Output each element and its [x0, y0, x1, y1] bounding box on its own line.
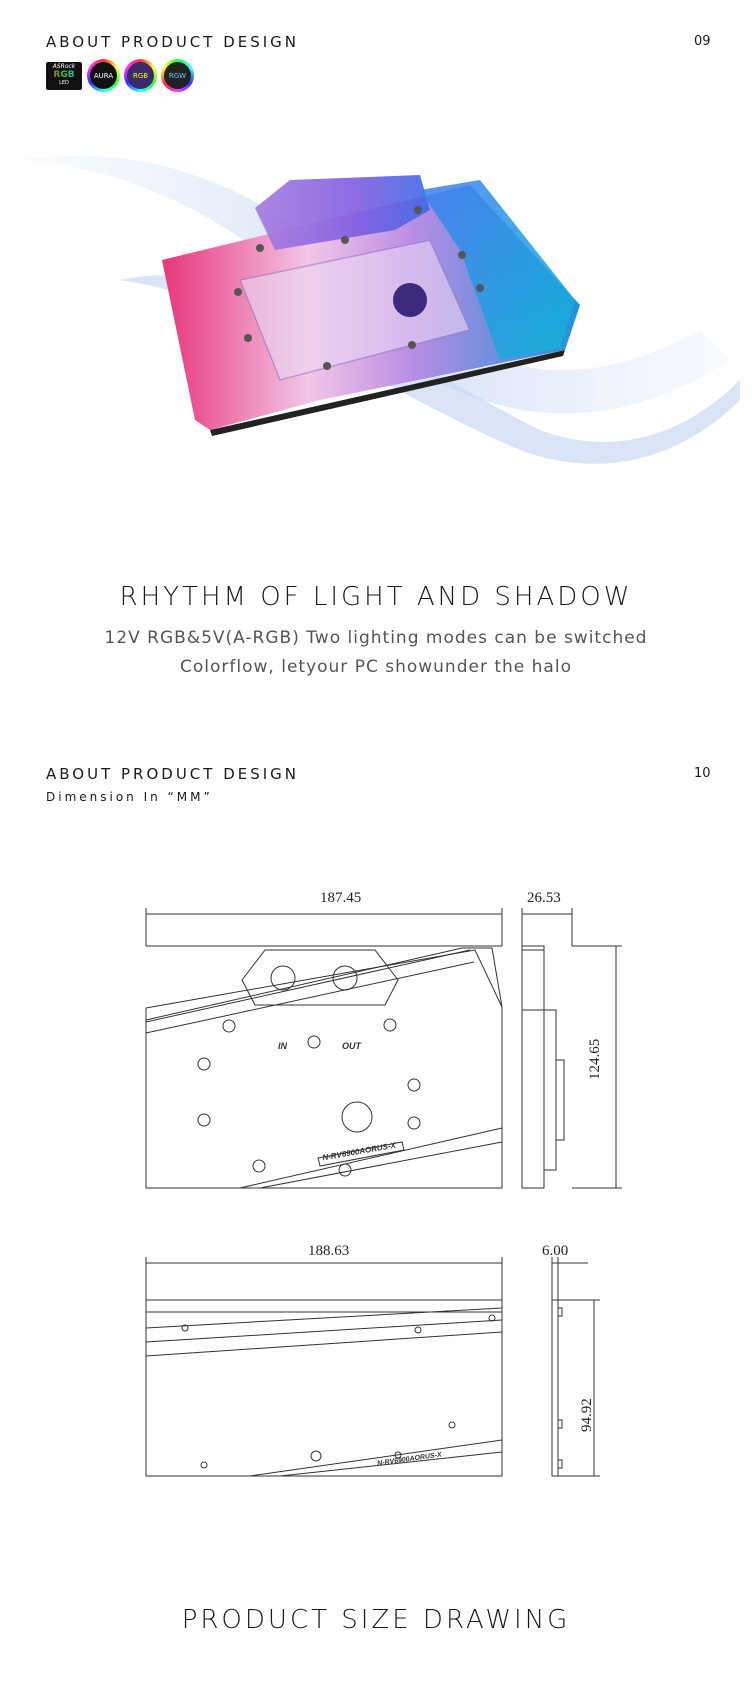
back-view-outline	[146, 1300, 502, 1476]
logo-name-text: RGW	[168, 71, 187, 80]
backplate-side-outline	[552, 1300, 558, 1476]
dimension-side-thickness: 26.53	[527, 890, 561, 906]
dimension-back-height: 94.92	[579, 1398, 595, 1432]
logo-circle	[342, 1102, 372, 1132]
logo-name-text: RGB	[132, 71, 149, 80]
asus-aura-logo	[87, 59, 120, 92]
out-port-label: OUT	[342, 1041, 361, 1051]
description-line-1: 12V RGB&5V(A-RGB) Two lighting modes can be switched	[104, 628, 648, 648]
side-view-outline	[522, 946, 544, 1188]
asrock-rgb-logo	[46, 62, 82, 90]
dimension-drawing	[0, 880, 752, 1520]
logo-sub-text: LED	[59, 80, 69, 86]
dimension-back-width: 188.63	[308, 1243, 350, 1259]
msi-rgb-logo	[124, 59, 157, 92]
gpu-waterblock-image	[0, 130, 752, 510]
in-port-label: IN	[278, 1041, 287, 1051]
logo-name-text: AURA	[93, 71, 114, 80]
logo-brand-text: ASRock	[52, 63, 76, 70]
gigabyte-rgb-logo	[161, 59, 194, 92]
dimension-back-thickness: 6.00	[542, 1243, 569, 1259]
page-number: 09	[694, 34, 711, 49]
model-label: N-RV6900AORUS-X	[321, 1140, 397, 1163]
page-heading: RHYTHM OF LIGHT AND SHADOW	[119, 582, 633, 612]
section-title: ABOUT PRODUCT DESIGN	[46, 765, 300, 783]
dimension-height: 124.65	[587, 1038, 603, 1080]
page-number: 10	[694, 766, 711, 781]
logo-name-text: RGB	[46, 70, 82, 80]
bykski-badge	[393, 283, 427, 317]
model-label-back: N-RV6900AORUS-X	[376, 1451, 443, 1468]
dimension-subtitle: Dimension In “MM”	[46, 790, 213, 804]
section-title: ABOUT PRODUCT DESIGN	[46, 33, 300, 51]
page-heading: PRODUCT SIZE DRAWING	[181, 1605, 571, 1635]
dimension-front-width: 187.45	[320, 890, 362, 906]
description-line-2: Colorflow, letyour PC showunder the halo	[180, 657, 572, 677]
